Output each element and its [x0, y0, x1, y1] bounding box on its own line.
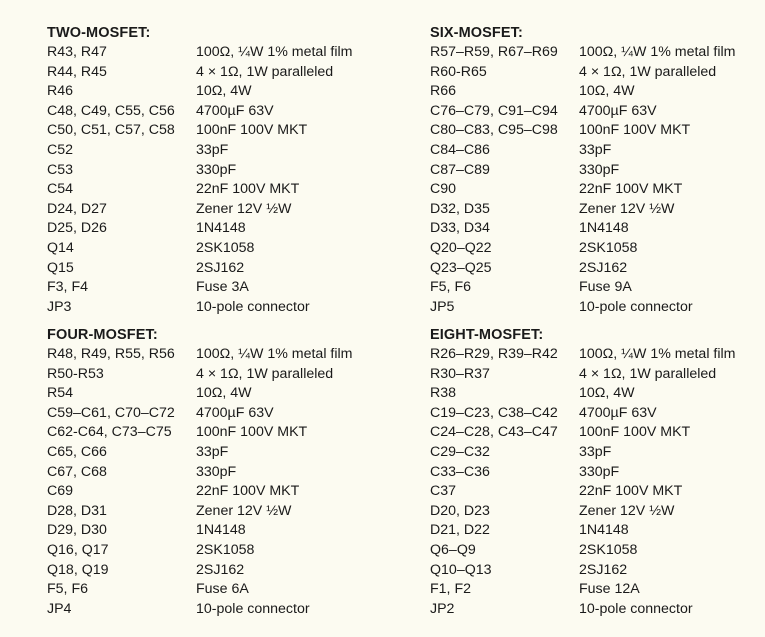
part-reference: Q23–Q25 — [430, 259, 492, 276]
part-reference: Q6–Q9 — [430, 541, 476, 558]
part-reference: Q15 — [47, 259, 74, 276]
parts-row — [430, 43, 735, 63]
part-value: 4700µF 63V — [579, 102, 657, 119]
part-reference: JP4 — [47, 600, 72, 617]
parts-row — [47, 43, 352, 63]
parts-row — [47, 502, 352, 522]
parts-row — [430, 239, 735, 259]
part-reference: C67, C68 — [47, 463, 107, 480]
section-four-mosfet — [47, 325, 352, 619]
parts-row — [47, 63, 352, 83]
parts-row — [430, 278, 735, 298]
part-reference: D21, D22 — [430, 522, 490, 539]
parts-row — [430, 121, 735, 141]
parts-row — [47, 600, 352, 620]
part-reference: Q16, Q17 — [47, 541, 109, 558]
part-reference: F3, F4 — [47, 279, 88, 296]
part-value: 1N4148 — [196, 220, 246, 237]
parts-row — [47, 580, 352, 600]
part-value: 4700µF 63V — [196, 102, 274, 119]
parts-row — [47, 443, 352, 463]
part-value: 1N4148 — [579, 522, 629, 539]
parts-row — [430, 502, 735, 522]
part-value: 100nF 100V MKT — [196, 424, 308, 441]
part-reference: C33–C36 — [430, 463, 490, 480]
part-reference: F1, F2 — [430, 581, 471, 598]
parts-row — [430, 141, 735, 161]
part-value: 2SJ162 — [579, 561, 628, 578]
part-reference: D32, D35 — [430, 200, 490, 217]
part-reference: R50-R53 — [47, 365, 104, 382]
parts-row — [47, 482, 352, 502]
part-reference: C65, C66 — [47, 443, 107, 460]
parts-row — [430, 63, 735, 83]
part-value: Fuse 3A — [196, 279, 249, 296]
part-value: 22nF 100V MKT — [196, 483, 300, 500]
part-reference: R54 — [47, 385, 74, 402]
part-reference: Q14 — [47, 239, 74, 256]
part-reference: C62-C64, C73–C75 — [47, 424, 172, 441]
part-reference: D20, D23 — [430, 502, 490, 519]
part-value: 10Ω, 4W — [196, 83, 252, 100]
parts-row — [430, 180, 735, 200]
part-value: 33pF — [579, 141, 612, 158]
parts-row — [430, 404, 735, 424]
parts-row — [430, 541, 735, 561]
part-value: 100nF 100V MKT — [579, 122, 691, 139]
part-value: 22nF 100V MKT — [196, 181, 300, 198]
part-value: 10-pole connector — [196, 600, 310, 617]
part-value: 2SK1058 — [579, 239, 638, 256]
part-reference: D28, D31 — [47, 502, 107, 519]
parts-row — [430, 161, 735, 181]
parts-row — [47, 561, 352, 581]
part-value: 330pF — [196, 463, 237, 480]
part-value: 2SK1058 — [579, 541, 638, 558]
parts-row — [47, 239, 352, 259]
part-value: 4700µF 63V — [196, 404, 274, 421]
part-reference: JP2 — [430, 600, 455, 617]
parts-row — [47, 541, 352, 561]
part-value: 100Ω, ¼W 1% metal film — [579, 44, 736, 60]
parts-row — [47, 278, 352, 298]
parts-row — [430, 521, 735, 541]
parts-row — [430, 600, 735, 620]
parts-row — [47, 121, 352, 141]
part-reference: C54 — [47, 181, 74, 198]
part-reference: C29–C32 — [430, 443, 490, 460]
part-reference: F5, F6 — [430, 279, 471, 296]
part-value: 100Ω, ¼W 1% metal film — [579, 346, 736, 362]
part-reference: C76–C79, C91–C94 — [430, 102, 558, 119]
parts-row — [430, 365, 735, 385]
parts-row — [430, 82, 735, 102]
part-reference: R48, R49, R55, R56 — [47, 346, 175, 362]
part-reference: D33, D34 — [430, 220, 490, 237]
part-value: Fuse 6A — [196, 581, 249, 598]
part-value: 10Ω, 4W — [579, 83, 635, 100]
part-reference: C87–C89 — [430, 161, 490, 178]
part-value: 2SJ162 — [579, 259, 628, 276]
part-value: 330pF — [579, 161, 620, 178]
section-two-mosfet — [47, 23, 352, 317]
part-value: 1N4148 — [196, 522, 246, 539]
part-reference: Q10–Q13 — [430, 561, 492, 578]
part-reference: JP3 — [47, 298, 72, 315]
part-reference: Q18, Q19 — [47, 561, 109, 578]
parts-row — [430, 200, 735, 220]
section-title: FOUR-MOSFET: — [47, 327, 158, 343]
part-value: 4 × 1Ω, 1W paralleled — [196, 365, 334, 382]
parts-row — [430, 443, 735, 463]
parts-row — [47, 521, 352, 541]
parts-row — [430, 580, 735, 600]
parts-row — [47, 345, 352, 365]
part-value: 100Ω, ¼W 1% metal film — [196, 346, 353, 362]
part-value: 22nF 100V MKT — [579, 483, 683, 500]
parts-row — [47, 404, 352, 424]
part-reference: JP5 — [430, 298, 455, 315]
part-value: 330pF — [579, 463, 620, 480]
parts-row — [47, 161, 352, 181]
part-value: 1N4148 — [579, 220, 629, 237]
part-reference: R38 — [430, 385, 457, 402]
section-title: EIGHT-MOSFET: — [430, 327, 544, 343]
parts-row — [430, 102, 735, 122]
part-reference: C84–C86 — [430, 141, 490, 158]
part-value: Zener 12V ½W — [196, 200, 292, 217]
section-six-mosfet — [430, 23, 735, 317]
part-reference: F5, F6 — [47, 581, 88, 598]
parts-row — [430, 298, 735, 318]
part-value: 2SK1058 — [196, 541, 255, 558]
parts-row — [47, 463, 352, 483]
part-reference: R26–R29, R39–R42 — [430, 346, 558, 362]
part-reference: R60-R65 — [430, 63, 487, 80]
parts-row — [430, 463, 735, 483]
part-reference: C52 — [47, 141, 74, 158]
part-value: 2SK1058 — [196, 239, 255, 256]
parts-row — [430, 482, 735, 502]
part-value: 33pF — [579, 443, 612, 460]
part-reference: C90 — [430, 181, 457, 198]
part-value: 10Ω, 4W — [579, 385, 635, 402]
part-value: 2SJ162 — [196, 259, 245, 276]
part-value: 33pF — [196, 443, 229, 460]
part-value: 4 × 1Ω, 1W paralleled — [196, 63, 334, 80]
parts-row — [47, 384, 352, 404]
part-value: 10-pole connector — [579, 600, 693, 617]
part-value: 100Ω, ¼W 1% metal film — [196, 44, 353, 60]
part-reference: R57–R59, R67–R69 — [430, 44, 558, 60]
part-value: 33pF — [196, 141, 229, 158]
parts-row — [47, 219, 352, 239]
parts-row — [47, 298, 352, 318]
part-reference: C53 — [47, 161, 74, 178]
part-reference: C48, C49, C55, C56 — [47, 102, 175, 119]
part-reference: C37 — [430, 483, 457, 500]
part-value: 2SJ162 — [196, 561, 245, 578]
part-reference: C50, C51, C57, C58 — [47, 122, 175, 139]
part-reference: D25, D26 — [47, 220, 107, 237]
part-reference: R46 — [47, 83, 74, 100]
parts-row — [430, 219, 735, 239]
parts-row — [47, 423, 352, 443]
parts-row — [430, 384, 735, 404]
parts-row — [47, 82, 352, 102]
parts-row — [430, 345, 735, 365]
parts-row — [430, 423, 735, 443]
section-eight-mosfet — [430, 325, 735, 619]
parts-row — [47, 180, 352, 200]
parts-row — [47, 200, 352, 220]
part-reference: Q20–Q22 — [430, 239, 492, 256]
parts-row — [47, 259, 352, 279]
parts-row — [47, 102, 352, 122]
part-value: 4700µF 63V — [579, 404, 657, 421]
part-reference: R44, R45 — [47, 63, 107, 80]
parts-row — [430, 561, 735, 581]
part-reference: R30–R37 — [430, 365, 490, 382]
part-reference: C24–C28, C43–C47 — [430, 424, 558, 441]
part-value: 100nF 100V MKT — [579, 424, 691, 441]
parts-row — [47, 365, 352, 385]
parts-row — [430, 259, 735, 279]
part-value: Fuse 12A — [579, 581, 640, 598]
part-value: 4 × 1Ω, 1W paralleled — [579, 63, 717, 80]
part-value: 10Ω, 4W — [196, 385, 252, 402]
part-reference: R66 — [430, 83, 457, 100]
part-reference: C59–C61, C70–C72 — [47, 404, 175, 421]
section-title: SIX-MOSFET: — [430, 25, 523, 41]
section-title: TWO-MOSFET: — [47, 25, 151, 41]
part-value: 330pF — [196, 161, 237, 178]
part-value: 10-pole connector — [579, 298, 693, 315]
part-value: Zener 12V ½W — [579, 200, 675, 217]
parts-row — [47, 141, 352, 161]
part-reference: R43, R47 — [47, 44, 107, 60]
part-value: Zener 12V ½W — [579, 502, 675, 519]
part-reference: C80–C83, C95–C98 — [430, 122, 558, 139]
part-reference: D24, D27 — [47, 200, 107, 217]
part-value: 22nF 100V MKT — [579, 181, 683, 198]
part-value: Zener 12V ½W — [196, 502, 292, 519]
part-reference: D29, D30 — [47, 522, 107, 539]
part-reference: C69 — [47, 483, 74, 500]
part-value: 10-pole connector — [196, 298, 310, 315]
part-value: 4 × 1Ω, 1W paralleled — [579, 365, 717, 382]
part-value: Fuse 9A — [579, 279, 632, 296]
part-value: 100nF 100V MKT — [196, 122, 308, 139]
part-reference: C19–C23, C38–C42 — [430, 404, 558, 421]
